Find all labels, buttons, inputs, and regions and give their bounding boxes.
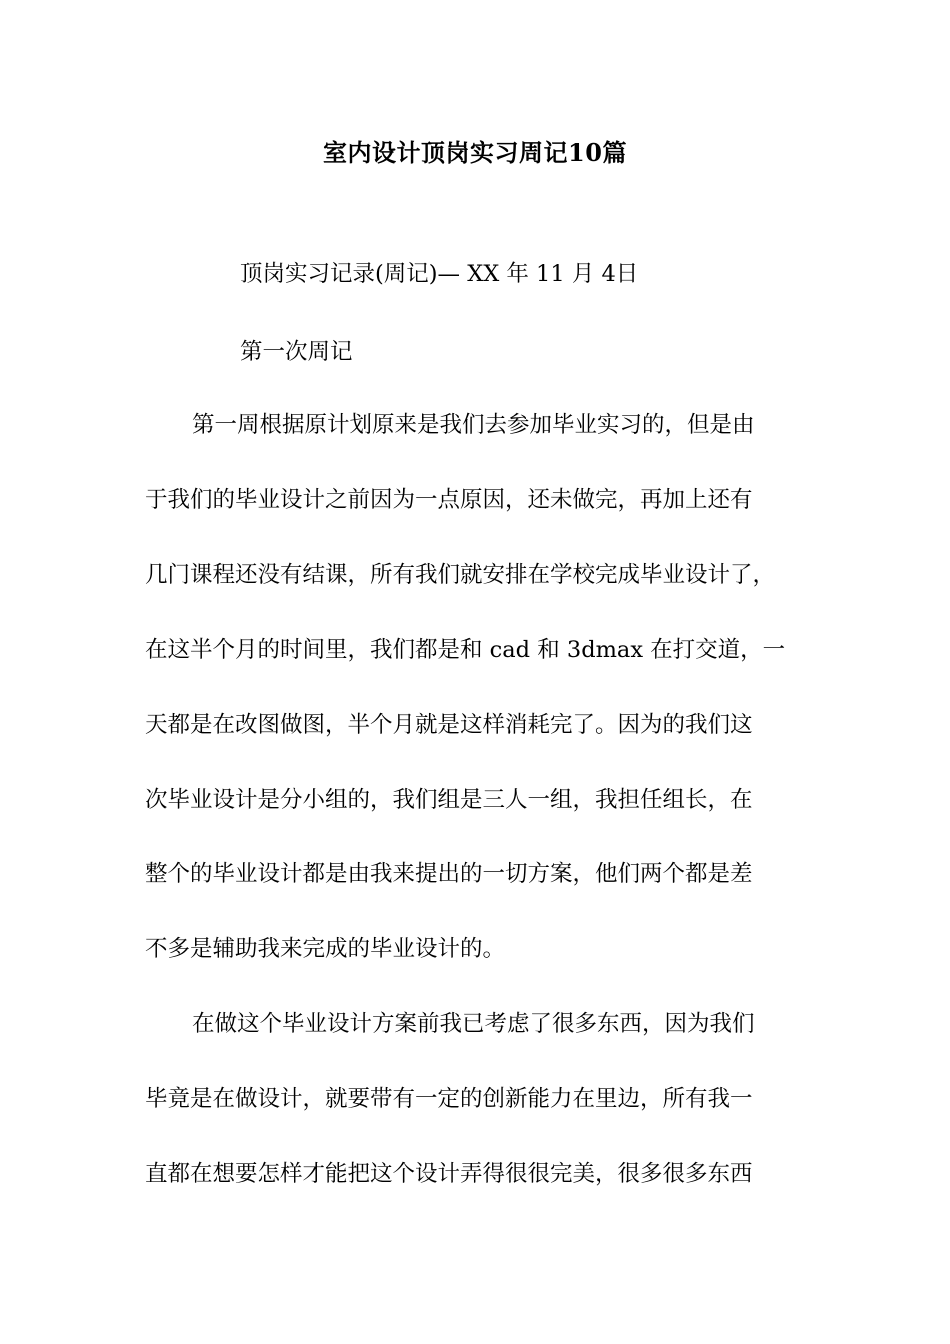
paragraph-line: 第一周根据原计划原来是我们去参加毕业实习的，但是由 <box>192 412 755 438</box>
week-label: 第一次周记 <box>240 339 353 365</box>
paragraph-line: 天都是在改图做图，半个月就是这样消耗完了。因为的我们这 <box>145 712 753 738</box>
paragraph-line: 整个的毕业设计都是由我来提出的一切方案，他们两个都是差 <box>145 861 753 887</box>
document-title: 室内设计顶岗实习周记10篇 <box>323 138 627 167</box>
paragraph-line: 于我们的毕业设计之前因为一点原因，还未做完，再加上还有 <box>145 487 753 513</box>
paragraph-line: 直都在想要怎样才能把这个设计弄得很很完美，很多很多东西 <box>145 1161 753 1187</box>
record-header: 顶岗实习记录(周记)— XX 年 11 月 4日 <box>240 261 639 287</box>
paragraph-line: 次毕业设计是分小组的，我们组是三人一组，我担任组长，在 <box>145 787 753 813</box>
paragraph-line: 在这半个月的时间里，我们都是和 cad 和 3dmax 在打交道，一 <box>145 637 786 663</box>
paragraph-line: 不多是辅助我来完成的毕业设计的。 <box>145 936 506 962</box>
paragraph-line: 毕竟是在做设计，就要带有一定的创新能力在里边，所有我一 <box>145 1086 753 1112</box>
paragraph-line: 几门课程还没有结课，所有我们就安排在学校完成毕业设计了， <box>145 562 776 588</box>
paragraph-line: 在做这个毕业设计方案前我已考虑了很多东西，因为我们 <box>192 1011 755 1037</box>
